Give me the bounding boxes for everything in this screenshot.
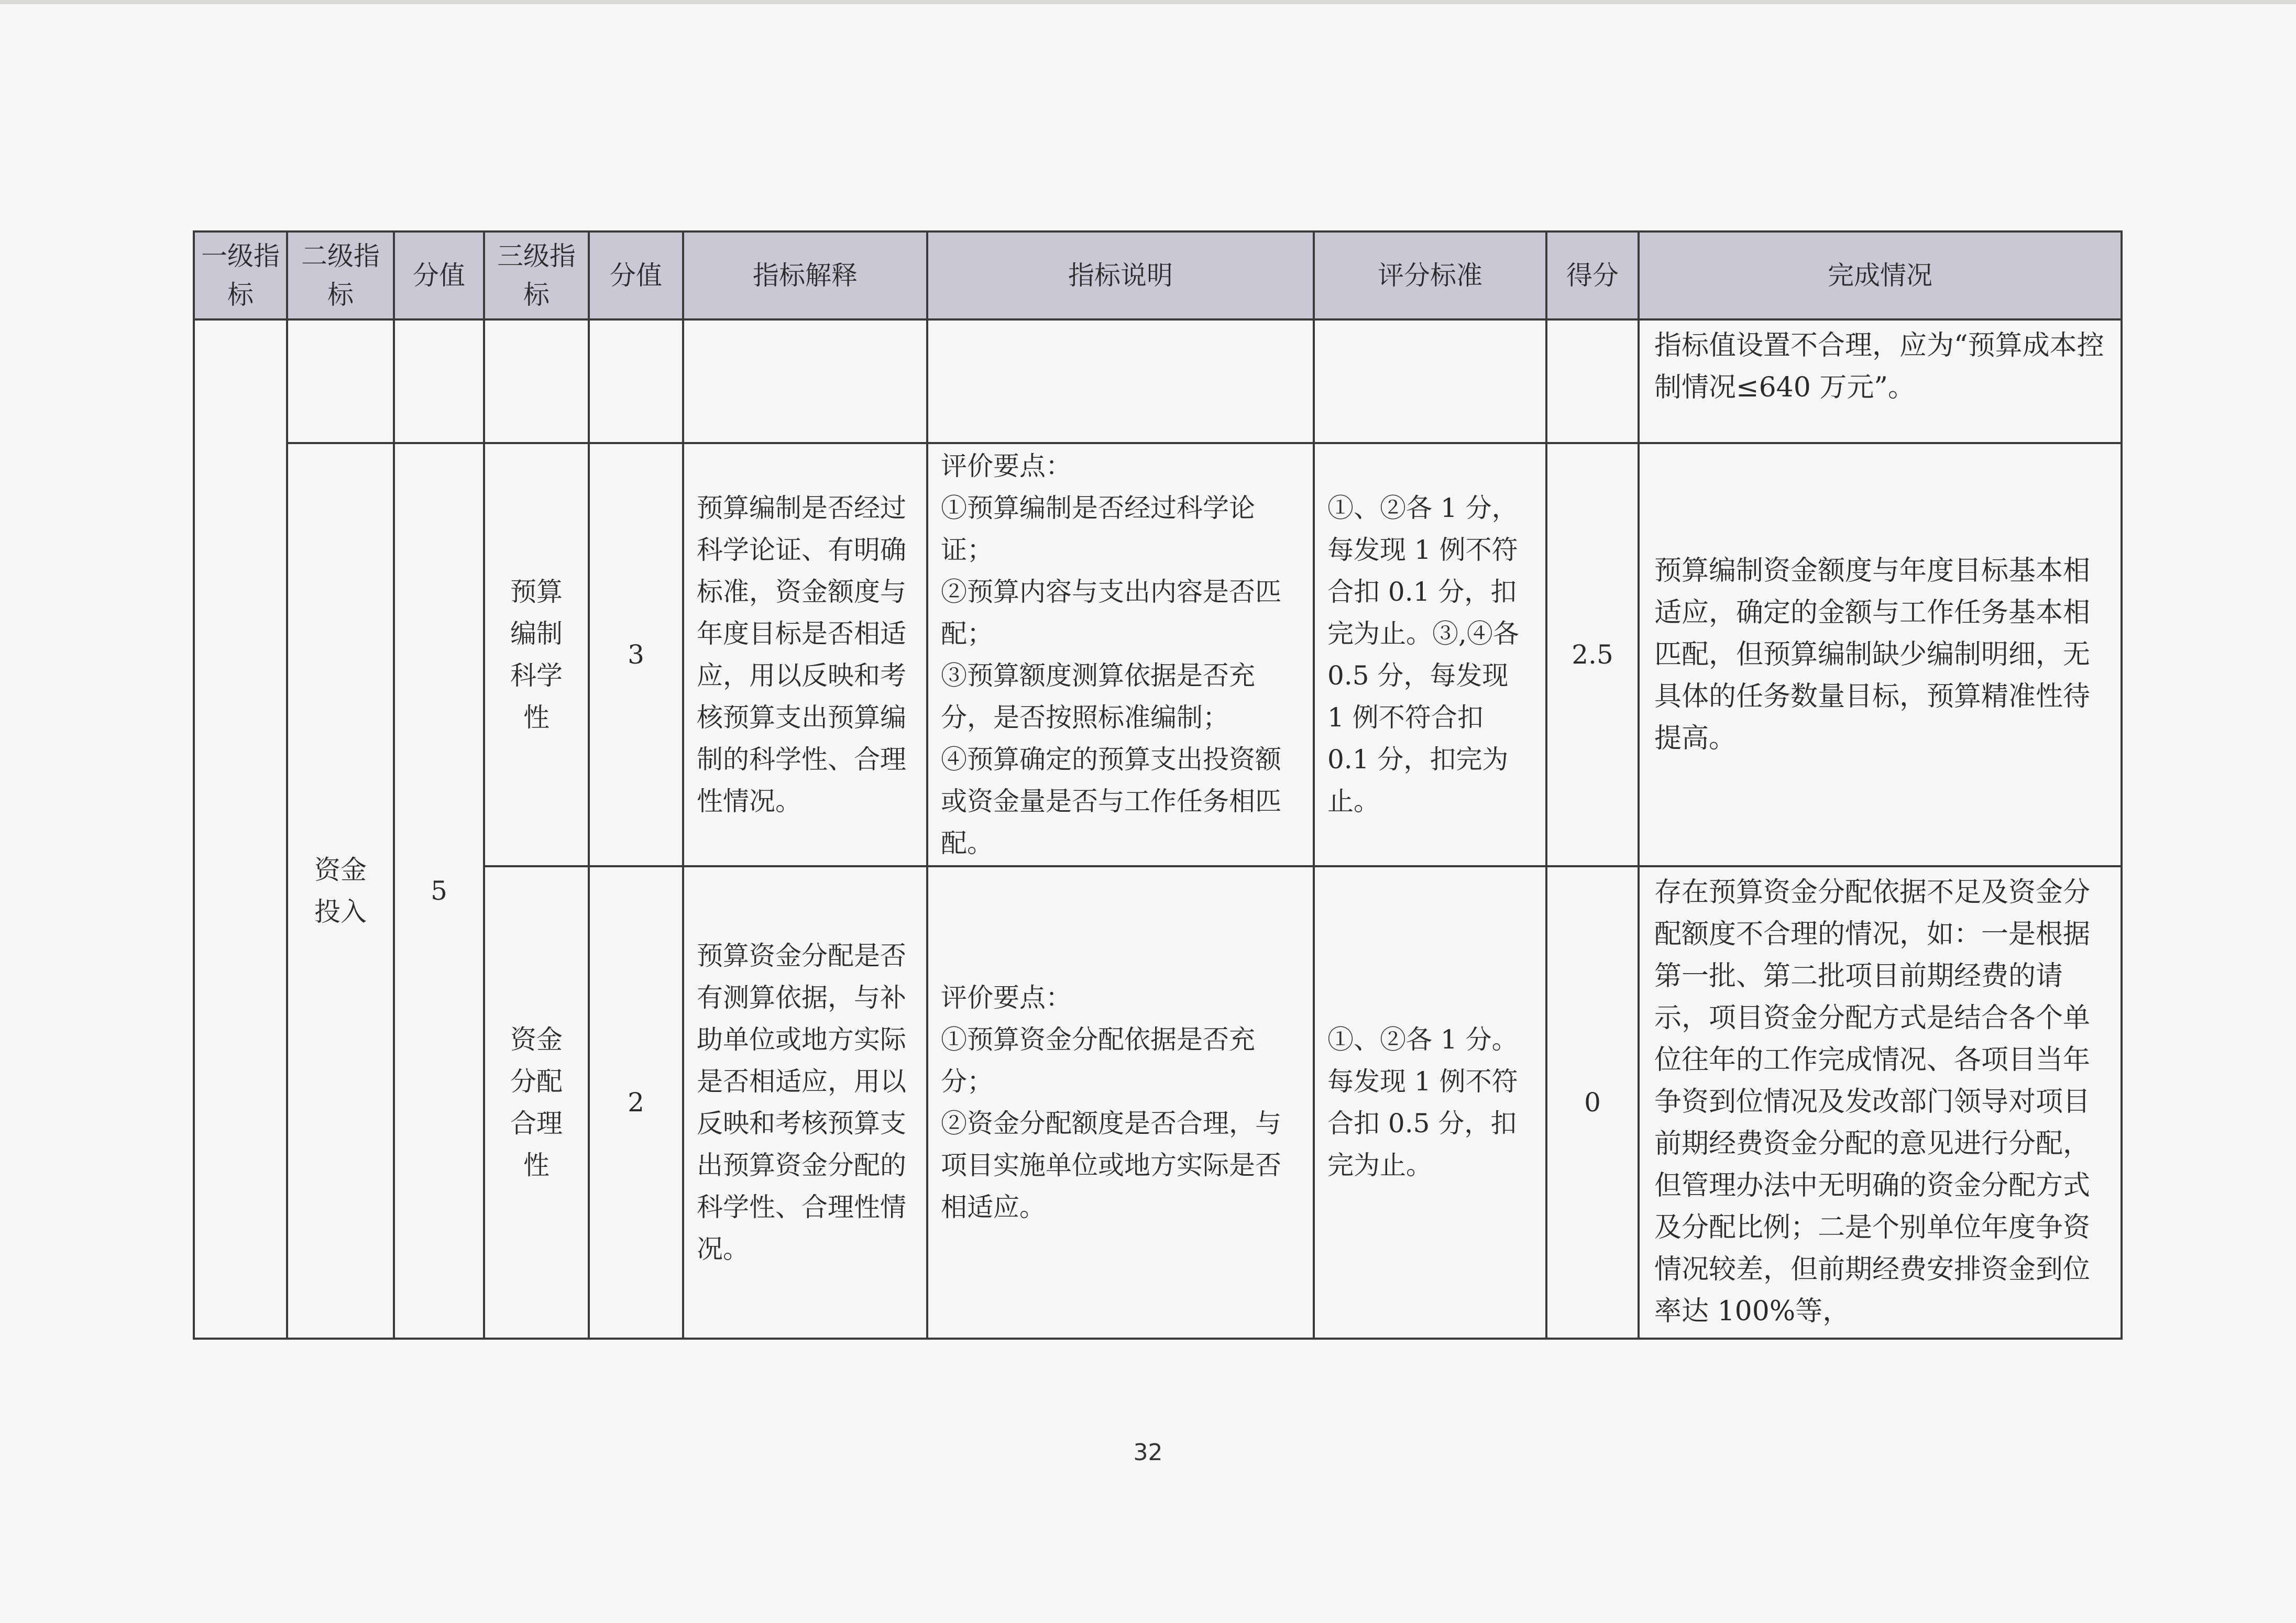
- cell-completion: 存在预算资金分配依据不足及资金分配额度不合理的情况，如：一是根据第一批、第二批项目前期经费的请示，项目资金分配方式是结合各个单位往年的工作完成情况、各项目当年争资到位情况及发改部门领导对项目前期经费资金分配的意见进行分配，但管理办法中无明确的资金分配方式及分配比例；二是个别单位年度争资情况较差，但前期经费安排资金到位率达 100%等，: [1639, 866, 2122, 1339]
- cell-explanation: 预算资金分配是否有测算依据，与补助单位或地方实际是否相适应，用以反映和考核预算支出预算资金分配的科学性、合理性情况。: [683, 866, 927, 1339]
- page-number: 32: [1133, 1439, 1163, 1466]
- header-score2: 分值: [589, 231, 683, 319]
- cell-criteria: ①、②各 1 分。每发现 1 例不符合扣 0.5 分，扣完为止。: [1314, 866, 1546, 1339]
- header-score-obtained: 得分: [1546, 231, 1639, 319]
- cell-score1-empty: [394, 319, 484, 443]
- cell-score-obtained: 0: [1546, 866, 1639, 1339]
- header-criteria: 评分标准: [1314, 231, 1546, 319]
- cell-level2-funding-input: [287, 443, 394, 1339]
- evaluation-table: [193, 230, 2123, 1340]
- header-score1: 分值: [394, 231, 484, 319]
- cell-criteria: ①、②各 1 分，每发现 1 例不符合扣 0.1 分，扣完为止。③,④各 0.5 分，每发现 1 例不符合扣 0.1 分，扣完为止。: [1314, 443, 1546, 866]
- cell-completion: 预算编制资金额度与年度目标基本相适应，确定的金额与工作任务基本相匹配，但预算编制缺少编制明细，无具体的任务数量目标，预算精准性待提高。: [1639, 443, 2122, 866]
- header-level2: 二级指标: [287, 231, 394, 319]
- level2-label: 资金投入: [314, 855, 367, 927]
- cell-score2: 3: [589, 443, 683, 866]
- cell-level3: [484, 866, 589, 1339]
- header-completion: 完成情况: [1639, 231, 2122, 319]
- header-level1: 一级指标: [194, 231, 287, 319]
- level3-label: 预算编制科学性: [510, 577, 563, 733]
- page-edge: [0, 0, 2296, 4]
- evaluation-table-container: [193, 230, 2121, 1340]
- cell-description-empty: [927, 319, 1314, 443]
- cell-level2-empty: [287, 319, 394, 443]
- cell-level3: [484, 443, 589, 866]
- cell-description: 评价要点： ①预算编制是否经过科学论证； ②预算内容与支出内容是否匹配； ③预算额度测算依据是否充分，是否按照标准编制； ④预算确定的预算支出投资额或资金量是否与工作任务相匹配。: [927, 443, 1314, 866]
- cell-description: 评价要点： ①预算资金分配依据是否充分； ②资金分配额度是否合理，与项目实施单位或地方实际是否相适应。: [927, 866, 1314, 1339]
- header-explanation: 指标解释: [683, 231, 927, 319]
- cell-score2: 2: [589, 866, 683, 1339]
- level3-label: 资金分配合理性: [510, 1024, 563, 1180]
- cell-completion-continued: 指标值设置不合理，应为“预算成本控制情况≤640 万元”。: [1639, 319, 2122, 443]
- cell-level3-empty: [484, 319, 589, 443]
- table-row: [194, 443, 2122, 866]
- cell-score2-empty: [589, 319, 683, 443]
- cell-criteria-empty: [1314, 319, 1546, 443]
- cell-explanation: 预算编制是否经过科学论证、有明确标准，资金额度与年度目标是否相适应，用以反映和考核预算支出预算编制的科学性、合理性情况。: [683, 443, 927, 866]
- cell-score-obtained: 2.5: [1546, 443, 1639, 866]
- cell-score-empty: [1546, 319, 1639, 443]
- header-description: 指标说明: [927, 231, 1314, 319]
- cell-score1-value: 5: [394, 443, 484, 1339]
- cell-level1-empty: [194, 319, 287, 1339]
- table-header-row: [194, 231, 2122, 319]
- header-level3: 三级指标: [484, 231, 589, 319]
- cell-explanation-empty: [683, 319, 927, 443]
- table-row-continuation: [194, 319, 2122, 443]
